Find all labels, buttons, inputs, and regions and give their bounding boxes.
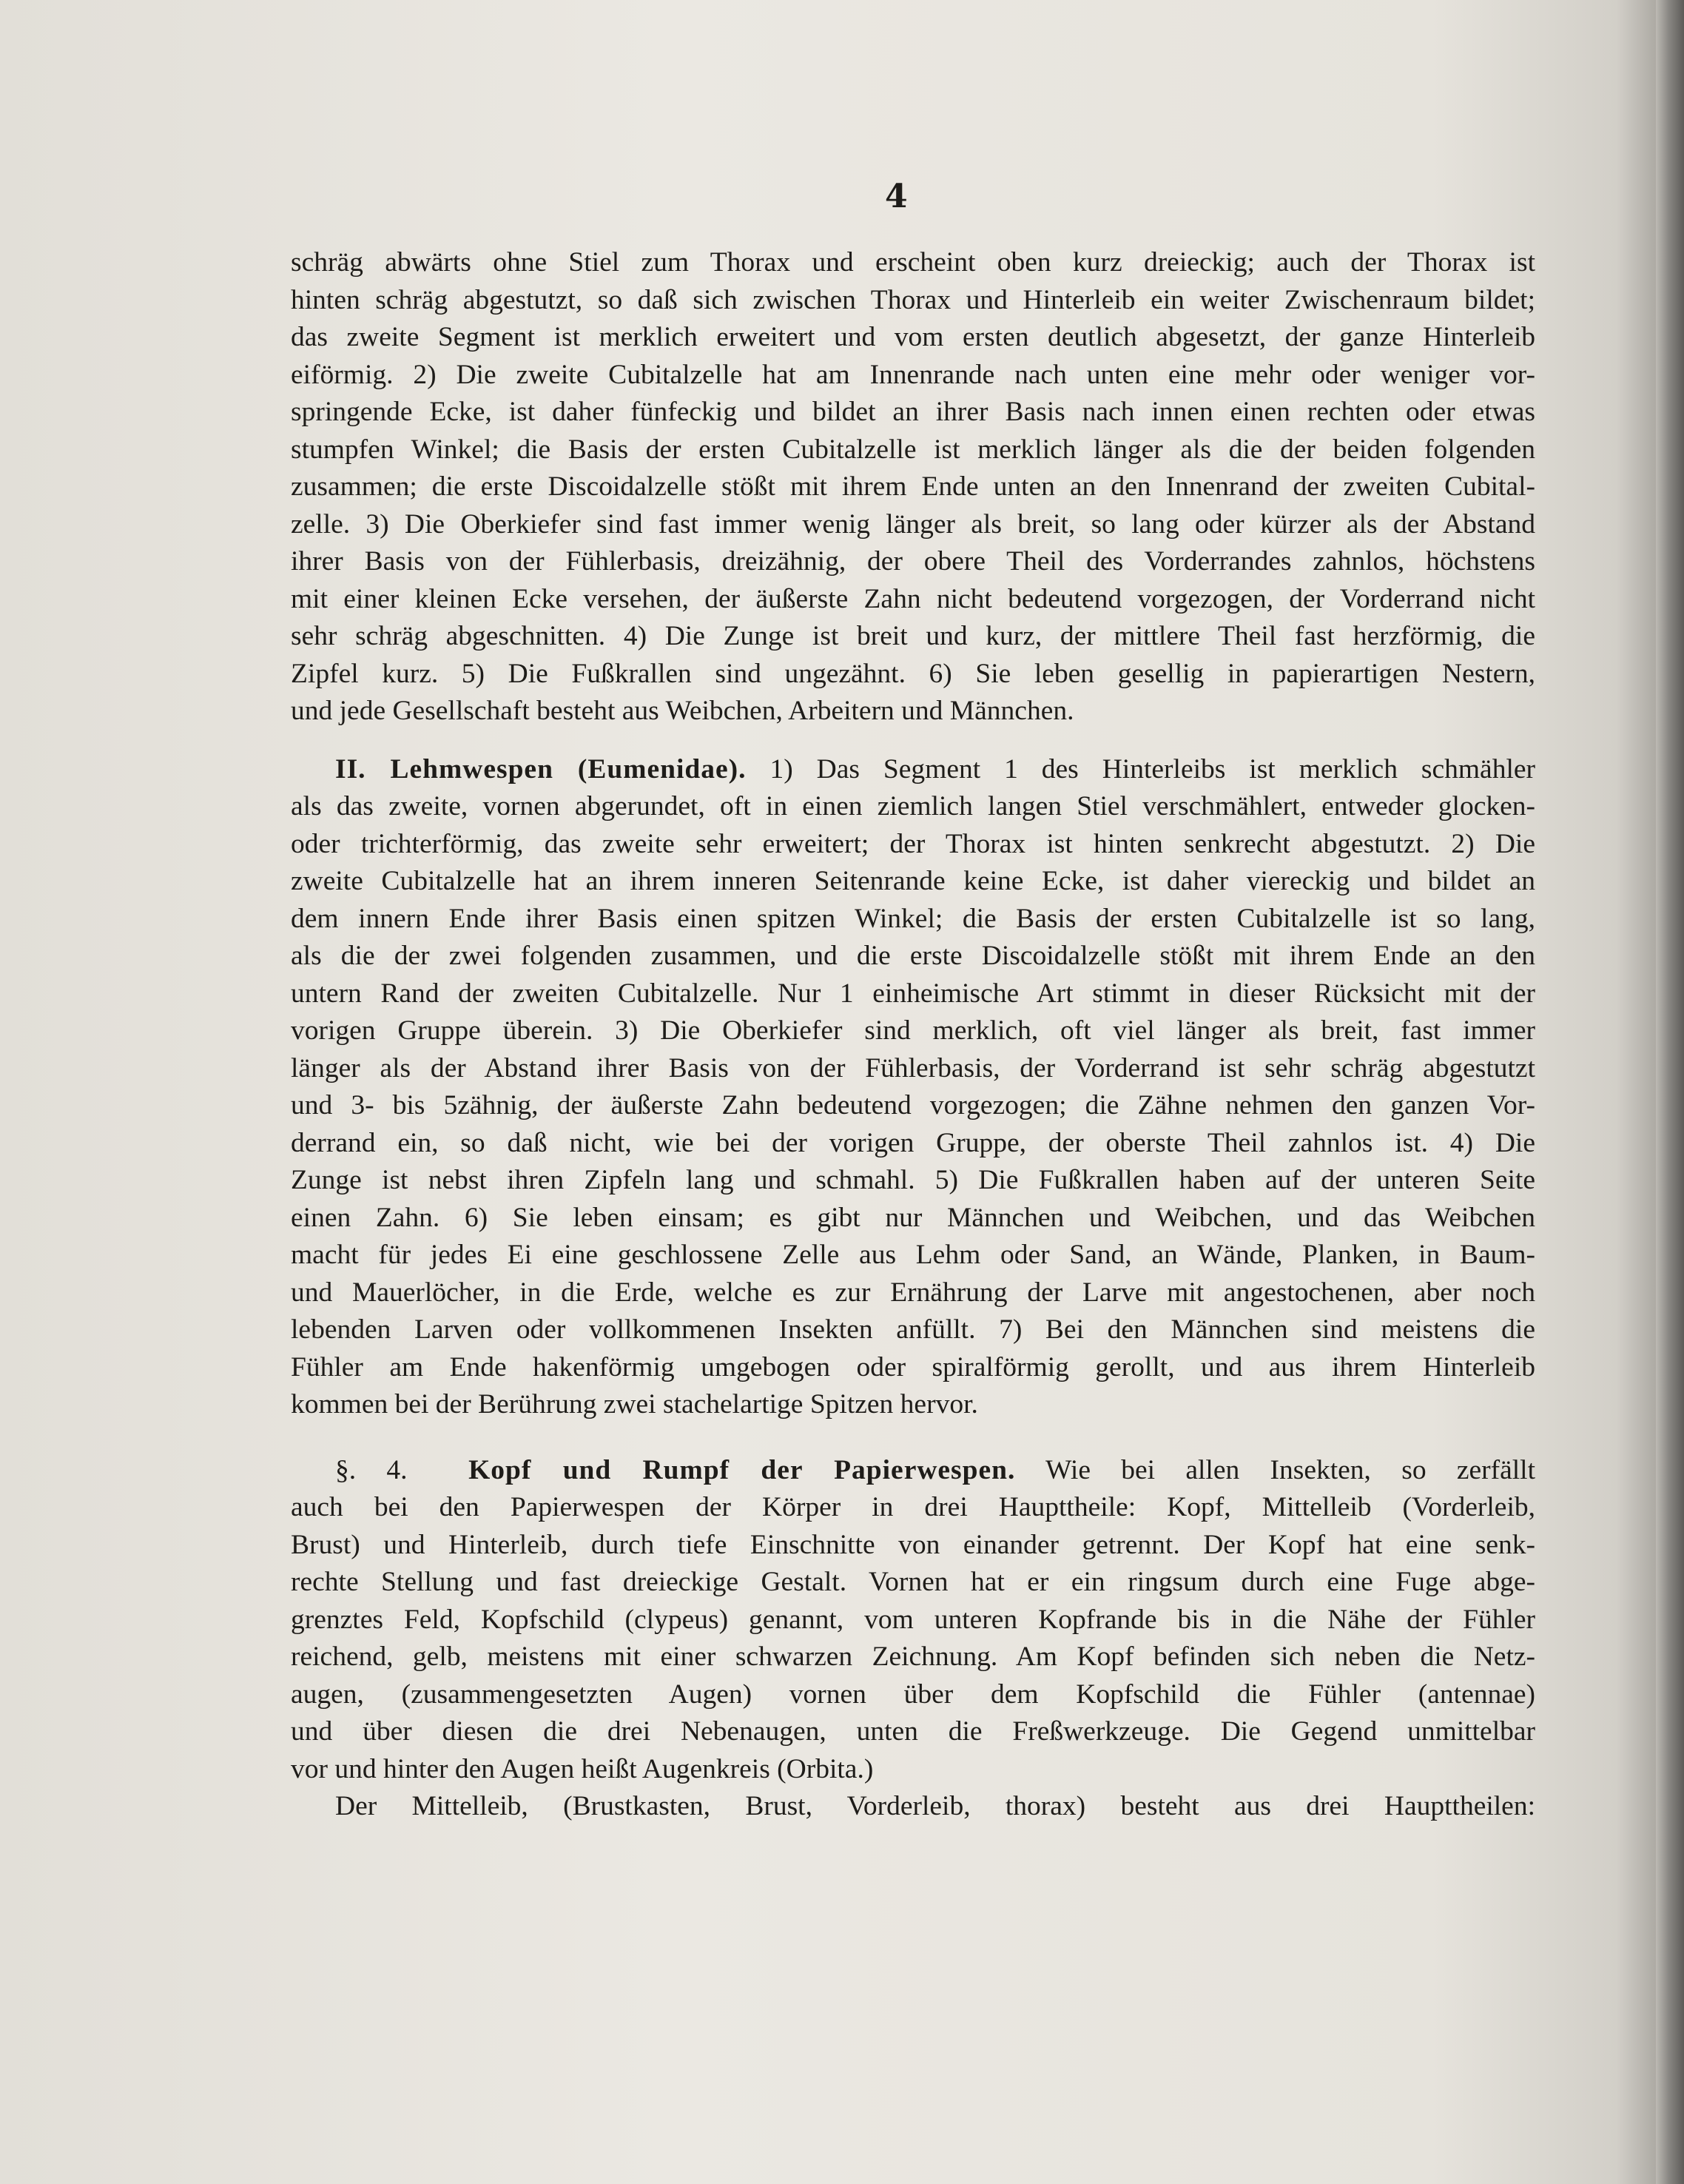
text-line: reichend, gelb, meistens mit einer schwarzen Zeichnung. Am Kopf befinden sich neben die Netz- — [291, 1642, 1535, 1672]
text-line: mit einer kleinen Ecke versehen, der äußerste Zahn nicht bedeutend vorgezogen, der Vorderrand nicht — [291, 583, 1535, 614]
text-line: Fühler am Ende hakenförmig umgebogen oder spiralförmig gerollt, und aus ihrem Hinterleib — [291, 1351, 1535, 1382]
text-line: stumpfen Winkel; die Basis der ersten Cubitalzelle ist merklich länger als die der beiden folgenden — [291, 434, 1535, 465]
text-line: hinten schräg abgestutzt, so daß sich zwischen Thorax und Hinterleib ein weiter Zwischenraum bildet; — [291, 284, 1535, 315]
text-line: kommen bei der Berührung zwei stachelartige Spitzen hervor. — [291, 1389, 978, 1419]
text-line: sehr schräg abgeschnitten. 4) Die Zunge ist breit und kurz, der mittlere Theil fast herzförmig, die — [291, 621, 1535, 651]
paragraph-3 — [291, 1452, 1535, 1826]
text-line: derrand ein, so daß nicht, wie bei der vorigen Gruppe, der oberste Theil zahnlos ist. 4) Die — [291, 1127, 1535, 1158]
text-line: macht für jedes Ei eine geschlossene Zelle aus Lehm oder Sand, an Wände, Planken, in Baum- — [291, 1240, 1535, 1270]
text-line: länger als der Abstand ihrer Basis von der Fühlerbasis, der Vorderrand ist sehr schräg abgestutzt — [291, 1052, 1535, 1083]
text-line: und jede Gesellschaft besteht aus Weibchen, Arbeitern und Männchen. — [291, 696, 1074, 726]
paragraph-1 — [291, 244, 1535, 730]
text-line: einen Zahn. 6) Sie leben einsam; es gibt nur Männchen und Weibchen, und das Weibchen — [291, 1202, 1535, 1233]
text-line: vor und hinter den Augen heißt Augenkreis (Orbita.) — [291, 1753, 874, 1784]
text-line: und Mauerlöcher, in die Erde, welche es zur Ernährung der Larve mit angestochenen, aber noch — [291, 1277, 1535, 1308]
text-line: grenztes Feld, Kopfschild (clypeus) genannt, vom unteren Kopfrande bis in die Nähe der Fühler — [291, 1604, 1535, 1635]
text-line: dem innern Ende ihrer Basis einen spitzen Winkel; die Basis der ersten Cubitalzelle ist so lang, — [291, 903, 1535, 934]
text-line: und 3- bis 5zähnig, der äußerste Zahn bedeutend vorgezogen; die Zähne nehmen den ganzen Vor- — [291, 1090, 1535, 1120]
text-line: schräg abwärts ohne Stiel zum Thorax und erscheint oben kurz dreieckig; auch der Thorax ist — [291, 247, 1535, 278]
text-line: ihrer Basis von der Fühlerbasis, dreizähnig, der obere Theil des Vorderrandes zahnlos, höchstens — [291, 546, 1535, 577]
text-line: rechte Stellung und fast dreieckige Gestalt. Vornen hat er ein ringsum durch eine Fuge abge- — [291, 1567, 1535, 1597]
text-line: augen, (zusammengesetzten Augen) vornen über dem Kopfschild die Fühler (antennae) — [291, 1679, 1535, 1710]
text-line: als die der zwei folgenden zusammen, und die erste Discoidalzelle stößt mit ihrem Ende an den — [291, 941, 1535, 971]
text-line: auch bei den Papierwespen der Körper in drei Haupttheile: Kopf, Mittelleib (Vorderleib, — [291, 1492, 1535, 1522]
text-line — [291, 751, 1535, 789]
text-block — [291, 244, 1535, 1826]
text-line: das zweite Segment ist merklich erweitert und vom ersten deutlich abgesetzt, der ganze Hinterleib — [291, 322, 1535, 352]
text-line: als das zweite, vornen abgerundet, oft in einen ziemlich langen Stiel verschmählert, entweder glocken- — [291, 791, 1535, 821]
paragraph-2 — [291, 751, 1535, 1424]
text-line: Der Mittelleib, (Brustkasten, Brust, Vorderleib, thorax) besteht aus drei Haupttheilen: — [335, 1791, 1535, 1821]
section-heading: Kopf und Rumpf der Papierwespen. — [468, 1454, 1016, 1485]
text-line: Brust) und Hinterleib, durch tiefe Einschnitte von einander getrennt. Der Kopf hat eine senk- — [291, 1529, 1535, 1560]
text-line: springende Ecke, ist daher fünfeckig und bildet an ihrer Basis nach innen einen rechten oder etwas — [291, 397, 1535, 427]
text-line: vorigen Gruppe überein. 3) Die Oberkiefer sind merklich, oft viel länger als breit, fast immer — [291, 1015, 1535, 1046]
text-line: zelle. 3) Die Oberkiefer sind fast immer wenig länger als breit, so lang oder kürzer als der Abstand — [291, 508, 1535, 540]
text-line: Zipfel kurz. 5) Die Fußkrallen sind ungezähnt. 6) Sie leben gesellig in papierartigen Nestern, — [291, 658, 1535, 689]
text-line: und über diesen die drei Nebenaugen, unten die Freßwerkzeuge. Die Gegend unmittelbar — [291, 1716, 1535, 1747]
text-line — [291, 1452, 1535, 1490]
text-line-rest: Wie bei allen Insekten, so zerfällt — [1015, 1454, 1535, 1485]
text-line: lebenden Larven oder vollkommenen Insekten anfüllt. 7) Bei den Männchen sind meistens die — [291, 1314, 1535, 1345]
text-line: zusammen; die erste Discoidalzelle stößt mit ihrem Ende unten an den Innenrand der zweiten Cubital- — [291, 471, 1535, 502]
text-line: oder trichterförmig, das zweite sehr erweitert; der Thorax ist hinten senkrecht abgestutzt. 2) Die — [291, 828, 1535, 859]
text-line: Zunge ist nebst ihren Zipfeln lang und schmahl. 5) Die Fußkrallen haben auf der unteren Seite — [291, 1165, 1535, 1195]
group-heading-lehmwespen: II. Lehmwespen (Eumenidae). — [335, 753, 747, 784]
section-number: §. 4. — [335, 1454, 408, 1485]
text-line: untern Rand der zweiten Cubitalzelle. Nur 1 einheimische Art stimmt in dieser Rücksicht mit der — [291, 978, 1535, 1009]
text-line: eiförmig. 2) Die zweite Cubitalzelle hat am Innenrande nach unten eine mehr oder weniger vor- — [291, 359, 1535, 390]
book-gutter-shadow — [1656, 0, 1684, 2184]
page-number: 4 — [885, 178, 908, 215]
text-line-rest: 1) Das Segment 1 des Hinterleibs ist merklich schmähler — [746, 753, 1535, 784]
text-line: zweite Cubitalzelle hat an ihrem inneren Seitenrande keine Ecke, ist daher viereckig und bildet an — [291, 866, 1535, 896]
